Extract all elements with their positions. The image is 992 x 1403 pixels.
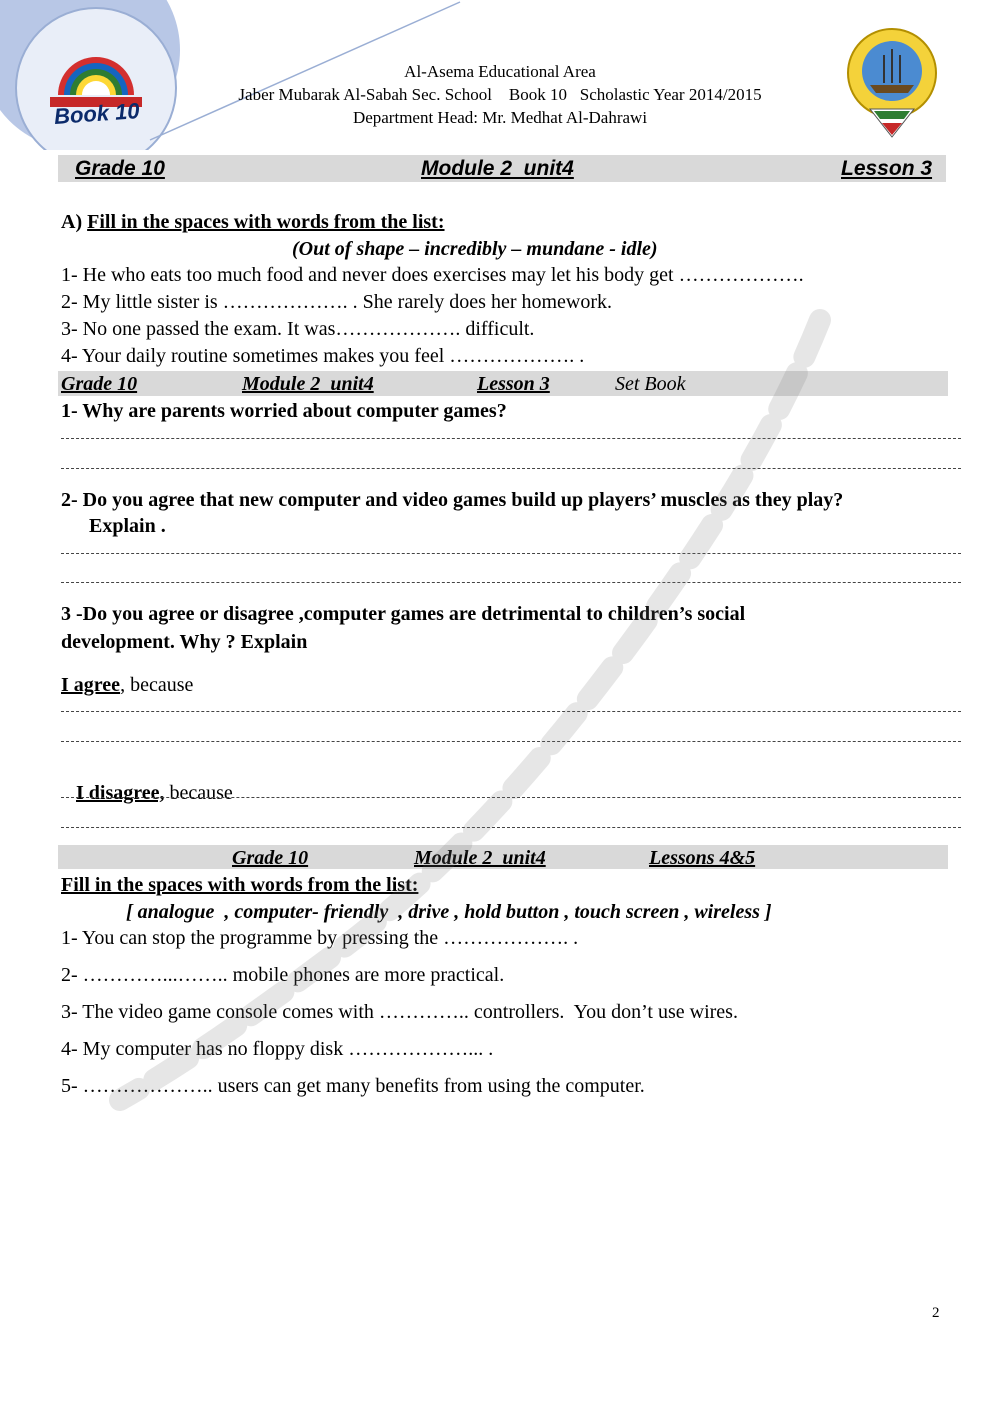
setbook-module: Module 2 unit4 <box>242 373 374 395</box>
section-a-word-list: (Out of shape – incredibly – mundane - idle) <box>292 238 658 260</box>
question-3-line-2: development. Why ? Explain <box>61 631 308 653</box>
section-a-title: Fill in the spaces with words from the list: <box>87 211 445 233</box>
top-module: Module 2 unit4 <box>421 157 574 180</box>
section-a-item-4: 4- Your daily routine sometimes makes you feel ………………. . <box>61 345 585 367</box>
question-2-line-1: 2- Do you agree that new computer and video games build up players’ muscles as they play? <box>61 489 844 511</box>
disagree-label: I disagree, <box>76 782 165 804</box>
header-line-2: Jaber Mubarak Al-Sabah Sec. School Book 10 Scholastic Year 2014/2015 <box>238 85 762 104</box>
logo-text: Book 10 <box>53 98 141 129</box>
section-a-label: A) <box>61 211 83 233</box>
section-b-item-4: 4- My computer has no floppy disk ………………... . <box>61 1038 494 1060</box>
top-lesson: Lesson 3 <box>841 157 933 180</box>
section-b-item-3: 3- The video game console comes with ………….. controllers. You don’t use wires. <box>61 1001 738 1023</box>
section-a-item-3: 3- No one passed the exam. It was………………. difficult. <box>61 318 535 340</box>
top-grade: Grade 10 <box>75 157 165 180</box>
section-a-heading <box>61 210 445 234</box>
setbook-lesson: Lesson 3 <box>477 373 550 395</box>
section-a-item-1: 1- He who eats too much food and never does exercises may let his body get ………………. <box>61 264 804 286</box>
lessons-grade: Grade 10 <box>232 847 309 869</box>
question-3-text: Do you agree or disagree ,computer games are detrimental to children’s social <box>82 603 746 625</box>
section-b-item-2: 2- …………...…….. mobile phones are more practical. <box>61 964 505 986</box>
header-line-1: Al-Asema Educational Area <box>404 62 596 81</box>
section-b-title: Fill in the spaces with words from the list: <box>61 874 419 896</box>
section-b-item-1: 1- You can stop the programme by pressing the ………………. . <box>61 927 579 949</box>
section-b-item-5: 5- ……………….. users can get many benefits from using the computer. <box>61 1075 645 1097</box>
lessons-module: Module 2 unit4 <box>414 847 546 869</box>
agree-label: I agree <box>61 674 121 696</box>
setbook-grade: Grade 10 <box>61 373 138 395</box>
lessons-lesson: Lessons 4&5 <box>649 847 756 869</box>
question-3-number: 3 - <box>61 603 83 625</box>
disagree-rest: because <box>164 782 233 804</box>
kuwait-emblem-icon <box>840 25 944 141</box>
setbook-note: Set Book <box>615 373 686 395</box>
question-2-line-2: Explain . <box>89 515 166 537</box>
question-1: 1- Why are parents worried about computer games? <box>61 400 507 422</box>
arabic-watermark <box>80 300 860 1130</box>
page-number: 2 <box>932 1305 940 1321</box>
header-line-3: Department Head: Mr. Medhat Al-Dahrawi <box>352 108 648 127</box>
agree-rest: , because <box>120 674 194 696</box>
school-logo <box>40 43 152 131</box>
section-b-word-list: [ analogue , computer- friendly , drive , hold button , touch screen , wireless ] <box>126 901 772 923</box>
section-a-item-2: 2- My little sister is ………………. . She rarely does her homework. <box>61 291 613 313</box>
